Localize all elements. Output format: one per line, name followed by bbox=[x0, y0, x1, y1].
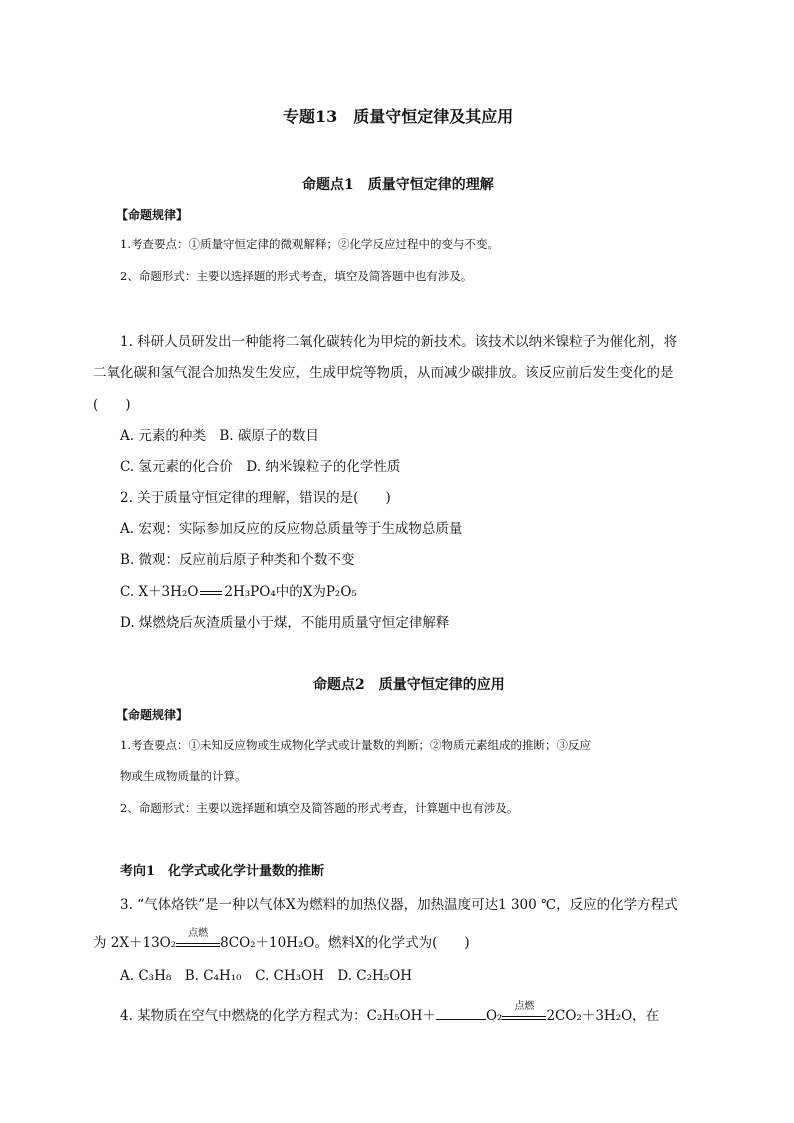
section1-heading: 命题点1 质量守恒定律的理解 bbox=[302, 177, 494, 193]
reaction-condition: 点燃 bbox=[188, 928, 209, 939]
q3-products: 8CO₂＋10H₂O。燃料X的化学式为( ) bbox=[220, 935, 470, 951]
q4-oxygen: O₂ bbox=[485, 1008, 503, 1024]
page-title: 专题13 质量守恒定律及其应用 bbox=[283, 107, 514, 126]
q2-option-c-reactants: C. X＋3H₂O bbox=[120, 584, 199, 600]
section2-rule1-line2: 物或生成物质量的计算。 bbox=[120, 769, 247, 783]
q2-stem: 2. 关于质量守恒定律的理解，错误的是( ) bbox=[120, 490, 391, 506]
q4-reactants: 4. 某物质在空气中燃烧的化学方程式为：C₂H₅OH＋ bbox=[120, 1008, 436, 1024]
section1-rule2: 2、命题形式：主要以选择题的形式考查，填空及简答题中也有涉及。 bbox=[120, 269, 473, 283]
reaction-arrow bbox=[502, 1001, 546, 1020]
section2-rule-label: 【命题规律】 bbox=[116, 708, 189, 722]
section1-rule1: 1.考查要点：①质量守恒定律的微观解释；②化学反应过程中的变与不变。 bbox=[120, 237, 499, 251]
q3-line2 bbox=[93, 928, 470, 951]
q1-options-cd: C. 氢元素的化合价 D. 纳米镍粒子的化学性质 bbox=[120, 459, 401, 475]
direction1-heading: 考向1 化学式或化学计量数的推断 bbox=[120, 864, 325, 879]
section2-rule1-line1: 1.考查要点：①未知反应物或生成物化学式或计量数的判断；②物质元素组成的推断；③反应 bbox=[120, 738, 591, 752]
q1-line2: 二氧化碳和氢气混合加热发生发应，生成甲烷等物质，从而减少碳排放。该反应前后发生变化的是 bbox=[93, 365, 674, 381]
q4-products: 2CO₂＋3H₂O，在 bbox=[546, 1008, 660, 1024]
reaction-condition: 点燃 bbox=[514, 1001, 535, 1012]
q1-line1: 1. 科研人员研发出一种能将二氧化碳转化为甲烷的新技术。该技术以纳米镍粒子为催化剂，将 bbox=[120, 334, 678, 350]
q2-option-b: B. 微观：反应前后原子种类和个数不变 bbox=[120, 552, 355, 568]
q3-reactants: 为 2X＋13O₂ bbox=[93, 935, 177, 951]
q2-option-d: D. 煤燃烧后灰渣质量小于煤，不能用质量守恒定律解释 bbox=[120, 615, 450, 631]
q3-line1: 3. “气体烙铁”是一种以气体X为燃料的加热仪器，加热温度可达1 300 ℃，反应的化学方程式 bbox=[120, 897, 678, 913]
answer-blank[interactable] bbox=[436, 1006, 486, 1021]
q4-line1 bbox=[120, 1001, 660, 1024]
reaction-arrow bbox=[176, 928, 220, 947]
section2-rule2: 2、命题形式：主要以选择题和填空及简答题的形式考查，计算题中也有涉及。 bbox=[120, 801, 519, 815]
q2-option-c-products: 2H₃PO₄中的X为P₂O₅ bbox=[224, 584, 357, 600]
q2-option-a: A. 宏观：实际参加反应的反应物总质量等于生成物总质量 bbox=[120, 521, 463, 537]
equals-sign bbox=[200, 591, 222, 595]
q3-options: A. C₃H₈ B. C₄H₁₀ C. CH₃OH D. C₂H₅OH bbox=[120, 968, 413, 984]
q1-line3: ( ) bbox=[93, 397, 131, 413]
section2-heading: 命题点2 质量守恒定律的应用 bbox=[313, 677, 505, 693]
q1-options-ab: A. 元素的种类 B. 碳原子的数目 bbox=[120, 428, 319, 444]
section1-rule-label: 【命题规律】 bbox=[116, 208, 189, 222]
q2-option-c bbox=[120, 580, 357, 600]
